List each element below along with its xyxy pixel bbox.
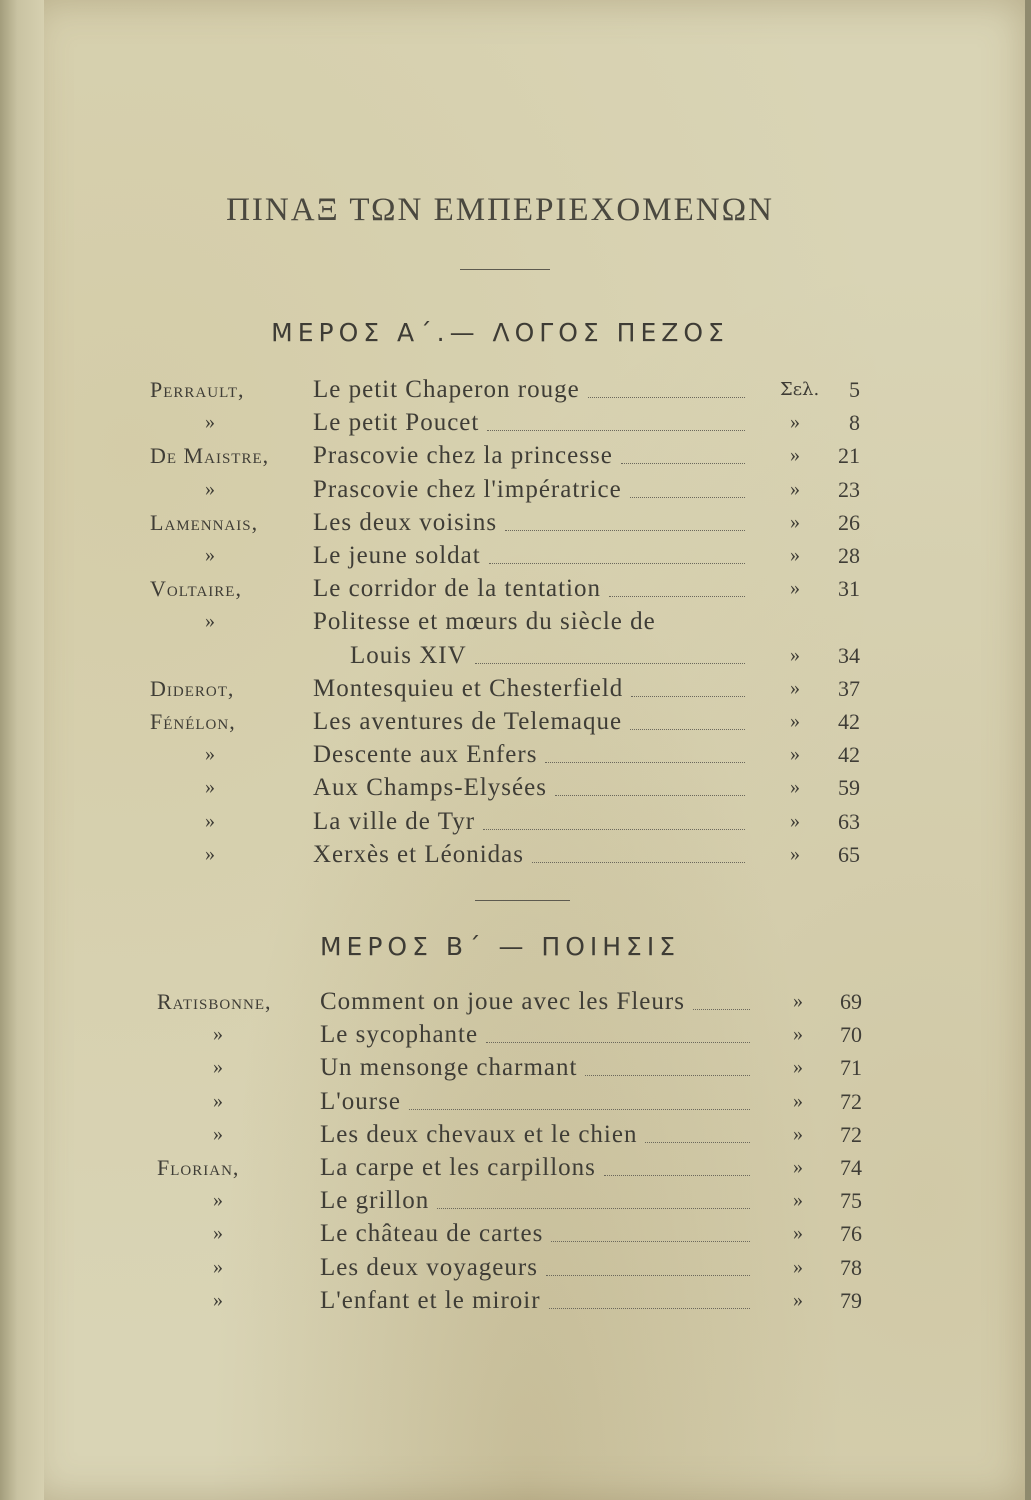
toc-entry [0,738,1031,771]
page-number: 21 [838,443,860,469]
entry-author: Diderot, [150,675,235,701]
dot-leader [555,795,745,796]
page-number: 59 [838,775,860,801]
toc-entry [0,473,1031,506]
toc-entry [0,605,1031,638]
page-ditto-mark: » [790,510,800,533]
toc-entry [0,1018,1031,1051]
toc-entry [0,506,1031,539]
entry-title: La carpe et les carpillons [320,1154,596,1181]
toc-entry [0,985,1031,1018]
dot-leader [585,1075,750,1076]
toc-entry [0,1085,1031,1118]
entry-title: Un mensonge charmant [320,1054,578,1082]
dot-leader [645,1142,750,1143]
entry-author: Ratisbonne, [157,989,272,1014]
page-number: 31 [838,576,860,602]
page-ditto-mark: » [793,1189,803,1212]
part-b-heading: ΜΕΡΟΣ Β΄ — ΠΟΙΗΣΙΣ [319,932,681,961]
entry-title: Les deux voisins [313,508,498,536]
page-ditto-mark: » [790,842,800,865]
toc-entry [0,672,1031,705]
entry-title: Les deux voyageurs [320,1253,538,1281]
entry-title: Aux Champs-Elysées [313,774,547,802]
ditto-mark: » [213,1189,223,1212]
dot-leader [549,1308,750,1309]
page-ditto-mark: » [790,643,800,666]
ditto-mark: » [205,477,215,500]
page-number: 63 [838,808,860,834]
entry-title: Les aventures de Telemaque [313,708,623,735]
ditto-mark: » [213,1056,223,1079]
page-ditto-mark: » [790,676,800,699]
toc-entry [0,639,1031,672]
entry-title: Le sycophante [320,1021,479,1049]
entry-title: Les deux chevaux et le chien [320,1120,638,1148]
page-ditto-mark: » [790,577,800,600]
page-number: 72 [840,1088,862,1114]
page-ditto-mark: » [793,1056,803,1079]
entry-title: Le corridor de la tentation [313,575,601,603]
entry-title: Le grillon [320,1187,430,1215]
page-label: Σελ. [780,379,820,400]
entry-author: Fénélon, [150,709,236,734]
page-number: 37 [838,675,860,701]
toc-entry [0,805,1031,838]
page-number: 23 [838,476,860,502]
ditto-mark: » [213,1255,223,1278]
toc-entry [0,373,1031,406]
toc-entry [0,771,1031,804]
entry-title: Le jeune soldat [313,542,481,569]
toc-entry [0,572,1031,605]
page-number: 69 [840,989,862,1014]
page-number: 70 [840,1022,862,1048]
page-number: 75 [840,1188,862,1214]
page-number: 79 [840,1287,862,1313]
page-ditto-mark: » [793,1122,803,1145]
dot-leader [532,862,745,863]
page-number: 65 [838,841,860,867]
entry-title: L'enfant et le miroir [320,1286,541,1314]
toc-entry [0,838,1031,871]
dot-leader [621,463,745,464]
ditto-mark: » [205,411,215,434]
page-number: 26 [838,509,860,535]
page-number: 76 [840,1221,862,1247]
page-ditto-mark: » [790,776,800,799]
dot-leader [631,696,745,697]
page-ditto-mark: » [793,990,803,1012]
ditto-mark: » [213,1222,223,1245]
entry-title: Politesse et mœurs du siècle de [313,608,656,636]
dot-leader [604,1175,750,1176]
ditto-mark: » [205,610,215,633]
page-ditto-mark: » [790,477,800,500]
page-number: 42 [838,709,860,734]
dot-leader [693,1009,750,1010]
entry-title: L'ourse [320,1087,401,1115]
toc-entry [0,1217,1031,1250]
toc-entry [0,1251,1031,1284]
page-ditto-mark: » [790,411,800,434]
entry-title: Louis XIV [350,641,467,669]
dot-leader [588,397,745,398]
entry-title: Prascovie chez l'impératrice [313,475,622,503]
page-number: 78 [840,1254,862,1280]
page-ditto-mark: » [793,1089,803,1112]
dot-leader [545,762,745,763]
page-number: 72 [840,1121,862,1147]
entry-title: Xerxès et Léonidas [313,840,524,868]
entry-title: Comment on joue avec les Fleurs [320,988,685,1015]
dot-leader [630,729,745,730]
page-ditto-mark: » [790,444,800,467]
dot-leader [483,829,745,830]
page-ditto-mark: » [790,743,800,766]
page-number: 34 [838,642,860,668]
ditto-mark: » [213,1288,223,1311]
section-rule [475,900,570,901]
entry-title: Le petit Poucet [313,409,480,437]
dot-leader [609,596,745,597]
dot-leader [551,1241,750,1242]
toc-entry [0,1284,1031,1317]
page-ditto-mark: » [790,710,800,732]
page-number: 42 [838,742,860,768]
toc-entry [0,406,1031,439]
ditto-mark: » [205,809,215,832]
entry-author: De Maistre, [150,443,270,469]
entry-title: La ville de Tyr [313,807,476,835]
toc-entry [0,1051,1031,1084]
entry-title: Le château de cartes [320,1220,544,1248]
page-number: 74 [840,1155,862,1180]
toc-entry [0,539,1031,572]
entry-title: Prascovie chez la princesse [313,442,613,470]
dot-leader [437,1208,750,1209]
page-ditto-mark: » [790,809,800,832]
page-number: 8 [849,410,860,436]
dot-leader [409,1109,750,1110]
title-rule [460,269,550,270]
page-ditto-mark: » [793,1156,803,1178]
page-number: 71 [840,1055,862,1081]
entry-title: Montesquieu et Chesterfield [313,674,624,702]
dot-leader [546,1275,750,1276]
ditto-mark: » [213,1089,223,1112]
part-a-heading: ΜΕΡΟΣ Α΄.— ΛΟΓΟΣ ΠΕΖΟΣ [271,318,729,347]
page-title: ΠΙΝΑΞ ΤΩΝ ΕΜΠΕΡΙΕΧΟΜΕΝΩΝ [226,192,774,228]
ditto-mark: » [205,743,215,766]
entry-author: Voltaire, [150,576,242,602]
toc-entry [0,439,1031,472]
dot-leader [630,497,745,498]
dot-leader [486,1042,750,1043]
page-ditto-mark: » [793,1255,803,1278]
page-ditto-mark: » [793,1023,803,1046]
dot-leader [475,663,745,664]
page-number: 28 [838,543,860,568]
entry-author: Lamennais, [150,509,259,535]
entry-author: Florian, [157,1155,240,1180]
toc-entry [0,705,1031,738]
ditto-mark: » [205,776,215,799]
ditto-mark: » [205,842,215,865]
toc-entry [0,1151,1031,1184]
toc-entry [0,1184,1031,1217]
dot-leader [505,530,745,531]
entry-title: Descente aux Enfers [313,741,538,769]
entry-author: Perrault, [150,377,245,402]
dot-leader [487,430,745,431]
ditto-mark: » [213,1023,223,1046]
page-ditto-mark: » [793,1288,803,1311]
page-ditto-mark: » [790,544,800,566]
dot-leader [489,563,745,564]
toc-entry [0,1118,1031,1151]
entry-title: Le petit Chaperon rouge [313,376,580,403]
ditto-mark: » [205,544,215,566]
ditto-mark: » [213,1122,223,1145]
page-number: 5 [849,377,860,402]
page-ditto-mark: » [793,1222,803,1245]
